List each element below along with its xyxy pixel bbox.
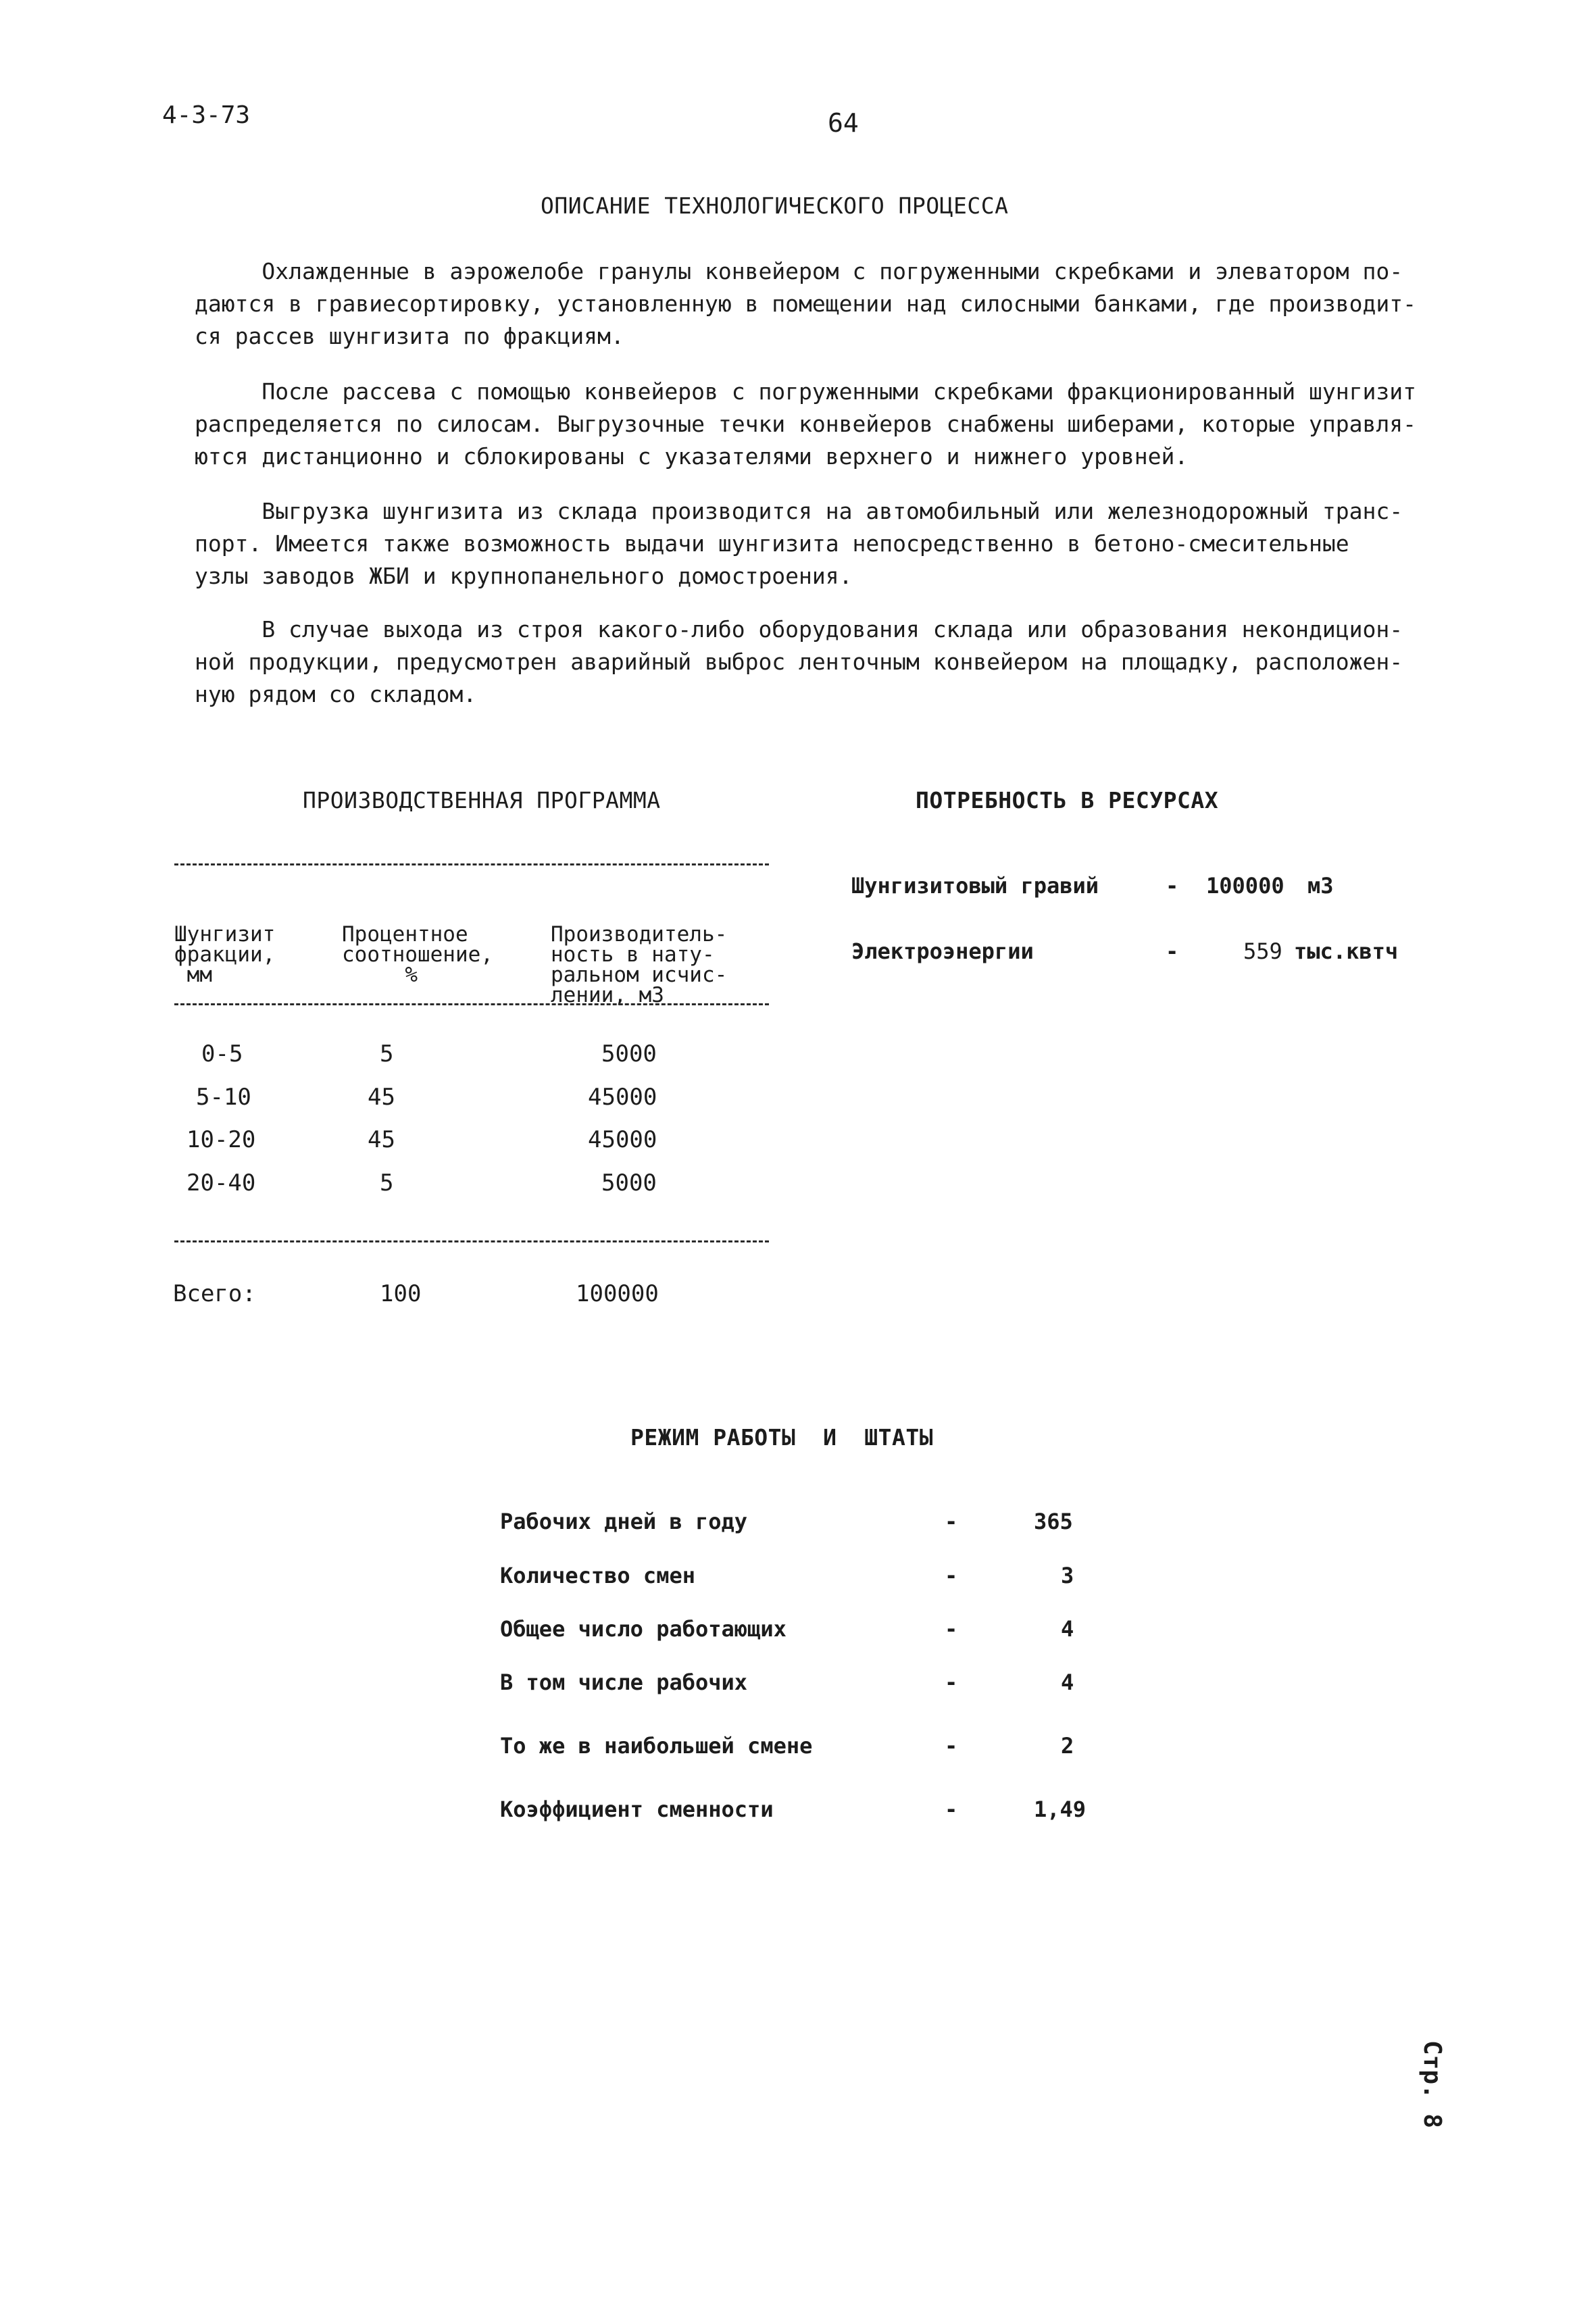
- paragraph-line: Выгрузка шунгизита из склада производится на автомобильный или железнодорожный транс-: [195, 498, 1403, 524]
- document-code: 4-3-73: [162, 101, 251, 129]
- table-rule: [174, 1003, 769, 1005]
- total-percent: 100: [380, 1280, 422, 1307]
- resource-name: Электроэнергии: [851, 938, 1034, 964]
- row-output: 45000: [588, 1126, 657, 1153]
- row-fraction: 0-5: [201, 1040, 243, 1067]
- row-fraction: 5-10: [196, 1084, 251, 1111]
- paragraph-4: [195, 613, 1403, 711]
- row-fraction: 20-40: [186, 1169, 256, 1197]
- row-percent: 5: [380, 1040, 394, 1067]
- resources-title: ПОТРЕБНОСТЬ В РЕСУРСАХ: [916, 787, 1219, 813]
- description-title: ОПИСАНИЕ ТЕХНОЛОГИЧЕСКОГО ПРОЦЕССА: [541, 193, 1009, 219]
- row-percent: 5: [380, 1169, 394, 1197]
- paragraph-line: ную рядом со складом.: [195, 681, 477, 707]
- paragraph-2: [195, 376, 1416, 473]
- resource-unit: м3: [1307, 873, 1334, 899]
- staff-dash: -: [945, 1616, 958, 1642]
- staff-label: Коэффициент сменности: [500, 1796, 774, 1822]
- paragraph-line: порт. Имеется также возможность выдачи шунгизита непосредственно в бетоно-смесительные: [195, 530, 1349, 557]
- staff-label: Общее число работающих: [500, 1616, 787, 1642]
- staff-value: 4: [1061, 1616, 1074, 1642]
- staff-dash: -: [945, 1796, 958, 1822]
- table-rule: [174, 1240, 769, 1242]
- header-fraction: Шунгизит фракции, мм: [174, 922, 276, 987]
- staff-value: 3: [1061, 1563, 1074, 1588]
- staff-label: Рабочих дней в году: [500, 1509, 748, 1534]
- resource-dash: -: [1166, 938, 1179, 964]
- resource-value: 100000: [1206, 873, 1285, 899]
- staff-dash: -: [945, 1563, 958, 1588]
- staff-dash: -: [945, 1509, 958, 1534]
- row-output: 5000: [601, 1040, 657, 1067]
- staff-label: В том числе рабочих: [500, 1669, 748, 1695]
- paragraph-line: ся рассев шунгизита по фракциям.: [195, 323, 624, 349]
- row-percent: 45: [368, 1084, 395, 1111]
- header-output: Производитель- ность в нату- ральном исчис- лении, м3: [551, 922, 728, 1007]
- paragraph-line: даются в гравиесортировку, установленную в помещении над силосными банками, где производит-: [195, 291, 1416, 317]
- paragraph-line: Охлажденные в аэрожелобе гранулы конвейером с погруженными скребками и элеватором по-: [195, 258, 1403, 284]
- row-fraction: 10-20: [186, 1126, 256, 1153]
- paragraph-line: ной продукции, предусмотрен аварийный выброс ленточным конвейером на площадку, расположен-: [195, 649, 1403, 675]
- paragraph-line: распределяется по силосам. Выгрузочные течки конвейеров снабжены шиберами, которые управля-: [195, 411, 1416, 437]
- row-output: 5000: [601, 1169, 657, 1197]
- row-output: 45000: [588, 1084, 657, 1111]
- resource-unit: тыс.квтч: [1294, 938, 1399, 964]
- table-rule: [174, 863, 769, 865]
- staff-dash: -: [945, 1733, 958, 1759]
- staff-value: 2: [1061, 1733, 1074, 1759]
- paragraph-line: После рассева с помощью конвейеров с погруженными скребками фракционированный шунгизит: [195, 378, 1416, 405]
- total-label: Всего:: [173, 1280, 256, 1307]
- paragraph-line: узлы заводов ЖБИ и крупнопанельного домостроения.: [195, 563, 853, 589]
- paragraph-3: [195, 495, 1403, 593]
- paragraph-1: [195, 255, 1416, 353]
- staff-label: Количество смен: [500, 1563, 695, 1588]
- paragraph-line: ются дистанционно и сблокированы с указателями верхнего и нижнего уровней.: [195, 443, 1189, 470]
- sheet-number-label: Стр. 8: [1418, 2040, 1446, 2129]
- header-percent: Процентное соотношение, %: [342, 922, 493, 987]
- staff-title: РЕЖИМ РАБОТЫ И ШТАТЫ: [630, 1424, 934, 1451]
- program-title: ПРОИЗВОДСТВЕННАЯ ПРОГРАММА: [303, 787, 661, 813]
- staff-value: 365: [1034, 1509, 1073, 1534]
- staff-label: То же в наибольшей смене: [500, 1733, 813, 1759]
- staff-value: 1,49: [1034, 1796, 1087, 1822]
- staff-value: 4: [1061, 1669, 1074, 1695]
- staff-dash: -: [945, 1669, 958, 1695]
- total-output: 100000: [576, 1280, 659, 1307]
- page-number: 64: [828, 108, 859, 138]
- resource-value: 559: [1243, 938, 1282, 964]
- resource-dash: -: [1166, 873, 1179, 899]
- row-percent: 45: [368, 1126, 395, 1153]
- resource-name: Шунгизитовый гравий: [851, 873, 1099, 899]
- paragraph-line: В случае выхода из строя какого-либо оборудования склада или образования некондицион-: [195, 616, 1403, 643]
